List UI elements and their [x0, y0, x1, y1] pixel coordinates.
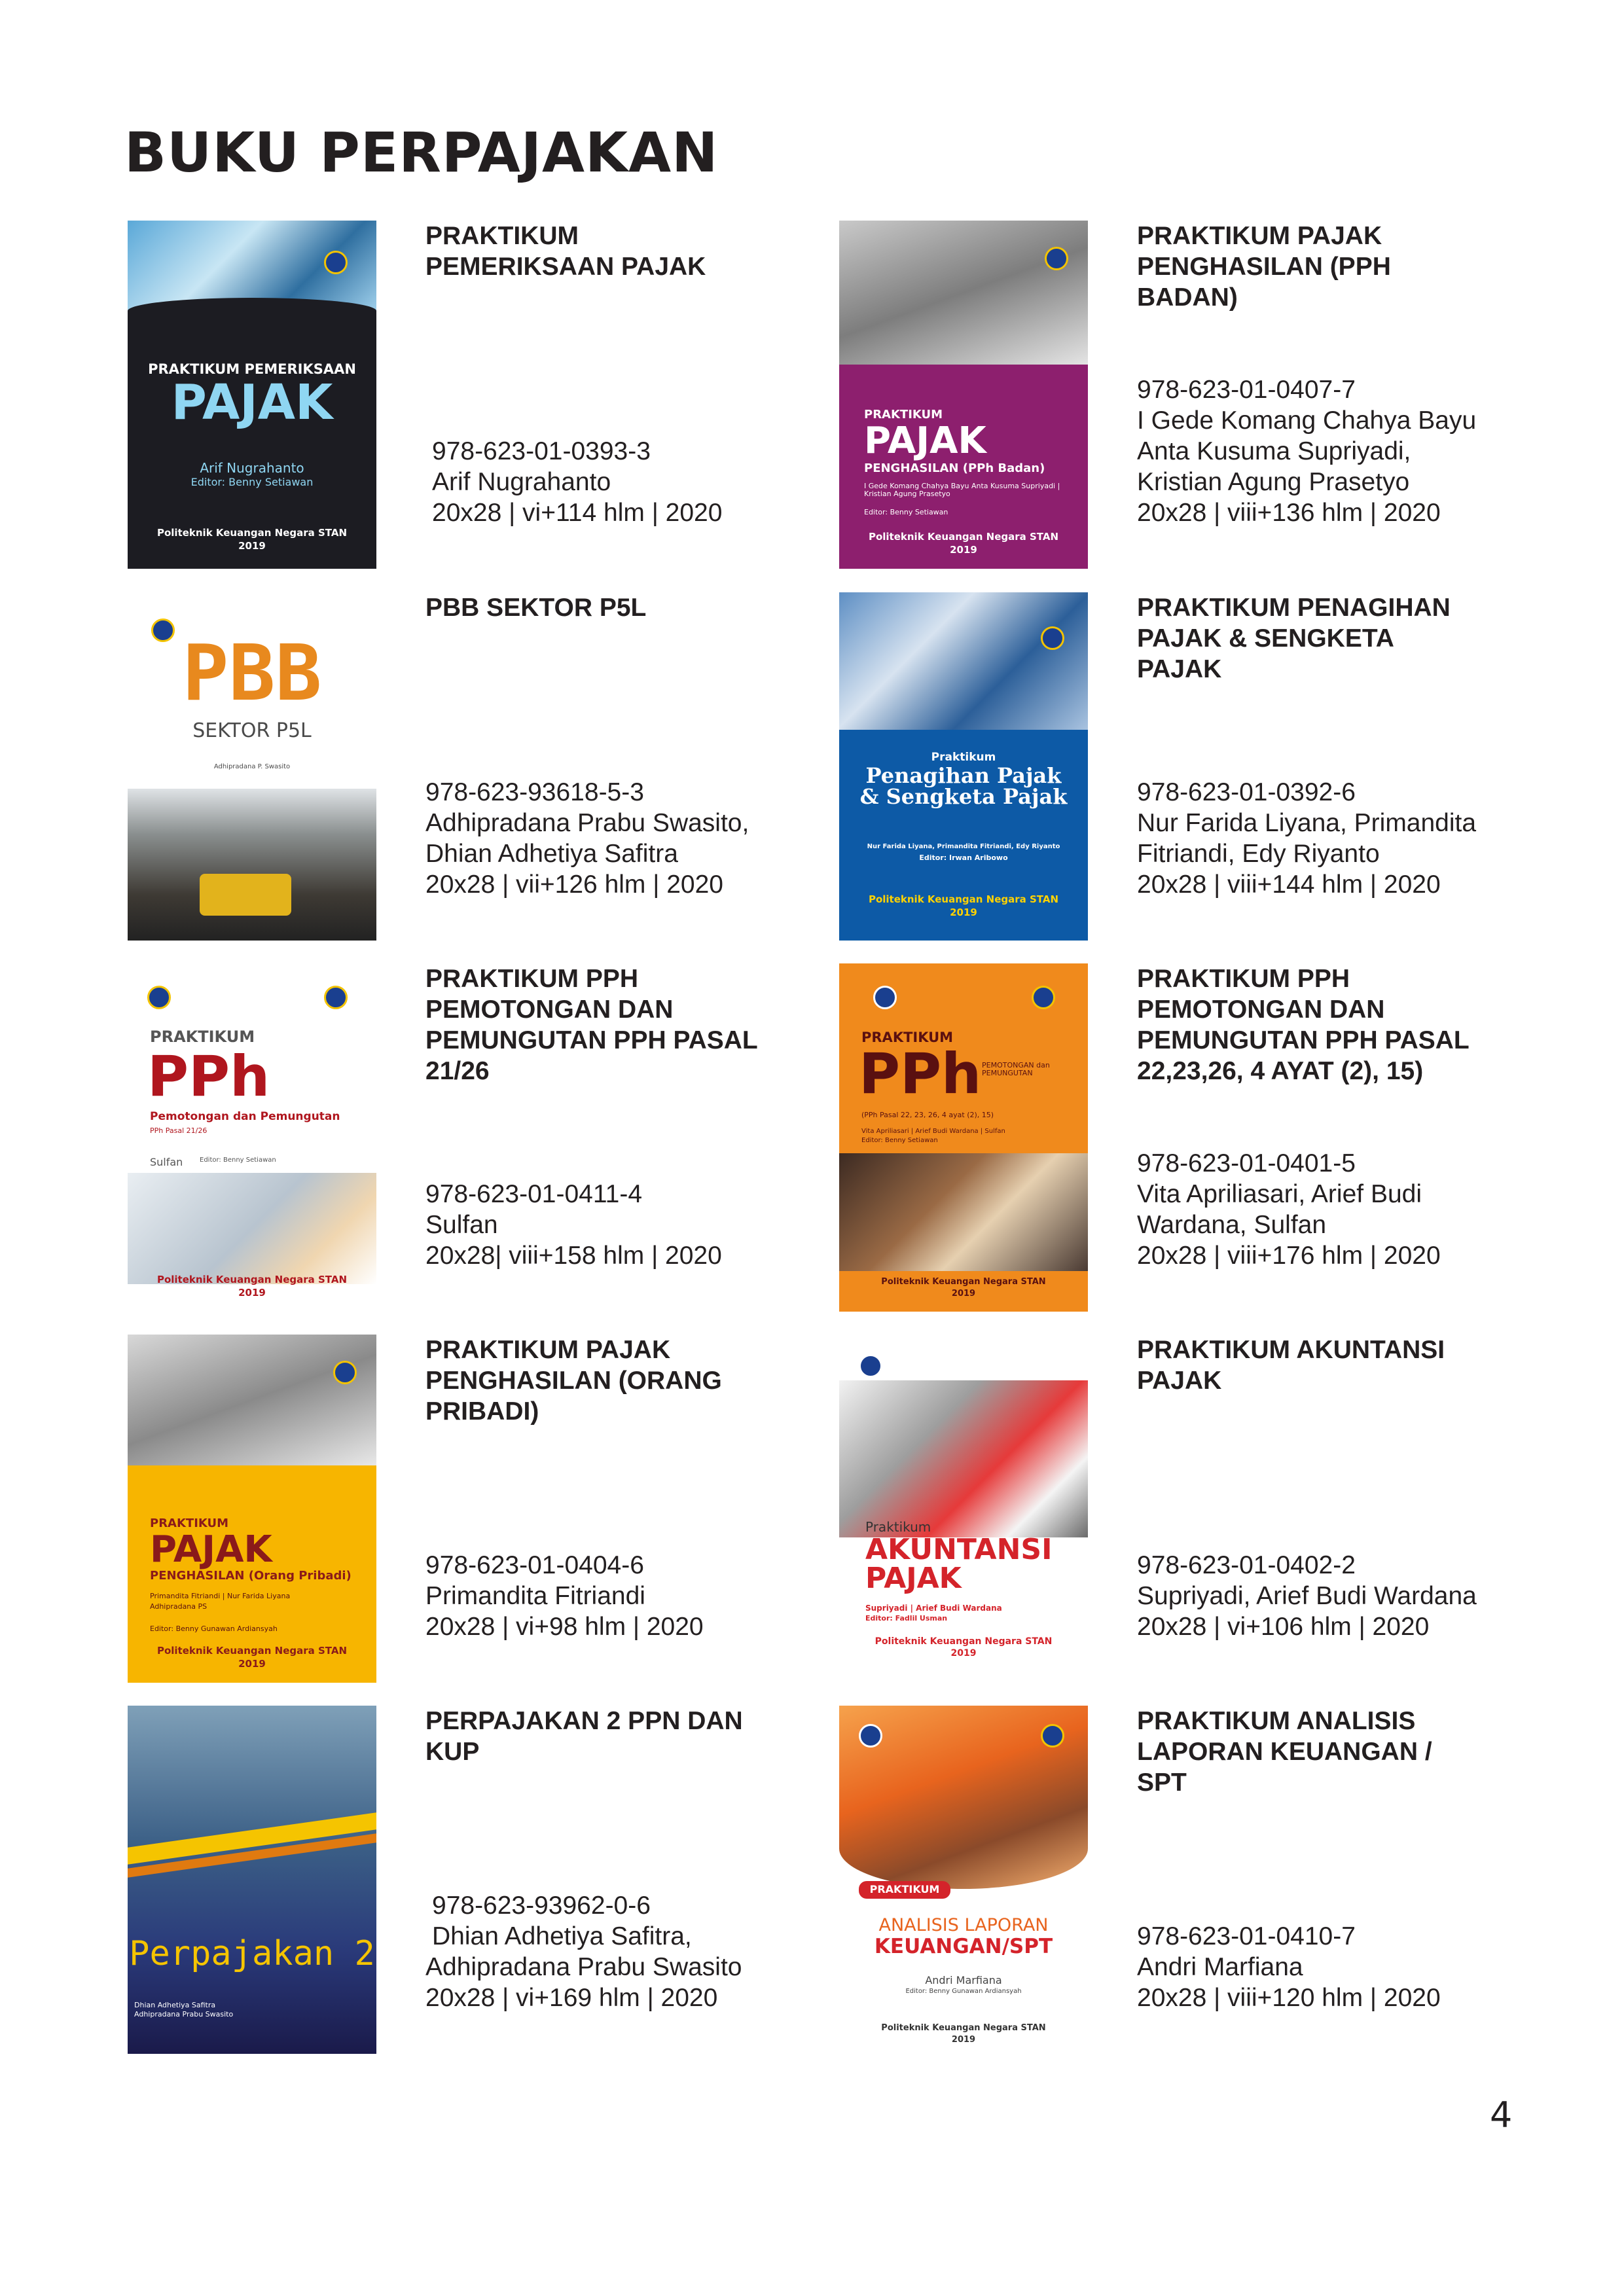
book-info — [425, 1335, 831, 1683]
cover-line: Editor: Benny Setiawan — [200, 1157, 276, 1164]
book-title-line: LAPORAN KEUANGAN / — [1137, 1738, 1432, 1766]
book-title-line: PBB SEKTOR P5L — [425, 594, 647, 622]
book-meta — [425, 1179, 722, 1271]
book-cover — [128, 221, 376, 569]
cover-line: PAJAK — [865, 1562, 962, 1595]
cover-photo — [839, 592, 1088, 730]
book-meta — [1137, 1550, 1477, 1642]
book-title-line: PEMERIKSAAN PAJAK — [425, 253, 706, 281]
book-author: Wardana, Sulfan — [1137, 1211, 1327, 1239]
book-specs: 20x28 | vi+169 hlm | 2020 — [425, 1984, 718, 2012]
book-info — [425, 221, 831, 569]
book-author: Sulfan — [425, 1211, 498, 1239]
cover-line: Politeknik Keuangan Negara STAN — [156, 1645, 348, 1657]
book-specs: 20x28| viii+158 hlm | 2020 — [425, 1242, 722, 1270]
book-title-line: PENGHASILAN (PPH — [1137, 253, 1391, 281]
cover-line: Editor: Benny Gunawan Ardiansyah — [150, 1624, 278, 1633]
institution-logo-icon — [873, 986, 897, 1009]
cover-line: 2019 — [238, 1287, 266, 1299]
book-title-line: PAJAK & SENGKETA — [1137, 624, 1394, 653]
book-title-line: PRAKTIKUM ANALISIS — [1137, 1707, 1416, 1735]
cover-line: Supriyadi | Arief Budi Wardana — [865, 1604, 1002, 1613]
cover-line: PRAKTIKUM — [150, 1516, 229, 1530]
book-isbn: 978-623-93618-5-3 — [425, 778, 644, 806]
cover-wave — [128, 298, 376, 324]
book-isbn: 978-623-01-0407-7 — [1137, 376, 1356, 404]
book-title-line: PRAKTIKUM — [425, 222, 579, 250]
book-title-line: PAJAK — [1137, 1367, 1222, 1395]
cover-line: Politeknik Keuangan Negara STAN — [156, 527, 348, 539]
institution-logo-icon — [1045, 247, 1068, 270]
cover-line: PAJAK — [171, 374, 333, 431]
institution-logo-icon — [324, 251, 348, 274]
cover-line: ANALISIS LAPORAN — [878, 1915, 1049, 1935]
book-specs: 20x28 | viii+144 hlm | 2020 — [1137, 870, 1441, 899]
cover-line: Arif Nugrahanto — [200, 460, 304, 476]
cover-line: Vita Apriliasari | Arief Budi Wardana | Sulfan — [861, 1128, 1005, 1135]
book-title — [1137, 1706, 1543, 1798]
book-title-line: PRAKTIKUM PENAGIHAN — [1137, 594, 1451, 622]
book-author: I Gede Komang Chahya Bayu — [1137, 406, 1477, 435]
cover-line: 2019 — [238, 540, 266, 552]
book-entry — [128, 1706, 840, 2059]
cover-line: Praktikum — [865, 1519, 931, 1535]
book-title-line: PENGHASILAN (ORANG — [425, 1367, 722, 1395]
book-title-line: PEMUNGUTAN PPH PASAL — [1137, 1026, 1470, 1054]
book-title-line: PEMOTONGAN DAN — [1137, 996, 1385, 1024]
book-meta — [432, 436, 722, 528]
book-entry — [839, 1335, 1551, 1688]
book-author: Fitriandi, Edy Riyanto — [1137, 840, 1380, 868]
page-title: BUKU PERPAJAKAN — [124, 120, 719, 185]
book-title-line: PEMUNGUTAN PPH PASAL — [425, 1026, 758, 1054]
book-specs: 20x28 | viii+176 hlm | 2020 — [1137, 1242, 1441, 1270]
book-meta — [425, 1890, 742, 2013]
book-title — [425, 1335, 831, 1427]
cover-line: Pemotongan dan Pemungutan — [150, 1110, 340, 1123]
book-title — [1137, 963, 1543, 1086]
book-specs: 20x28 | vii+126 hlm | 2020 — [425, 870, 723, 899]
book-title — [425, 1706, 831, 1767]
book-title-line: 22,23,26, 4 AYAT (2), 15) — [1137, 1057, 1424, 1085]
book-entry — [128, 221, 840, 574]
cover-line: Primandita Fitriandi | Nur Farida Liyana — [150, 1592, 291, 1600]
book-author: Nur Farida Liyana, Primandita — [1137, 809, 1477, 837]
cover-photo — [839, 1153, 1088, 1271]
book-cover — [128, 963, 376, 1312]
book-cover — [128, 1335, 376, 1683]
book-meta — [425, 1550, 704, 1642]
cover-line: Politeknik Keuangan Negara STAN — [868, 531, 1059, 543]
cover-line: AKUNTANSI — [865, 1533, 1053, 1566]
cover-photo — [128, 1173, 376, 1284]
book-meta — [1137, 777, 1476, 900]
cover-line: Sulfan — [150, 1156, 183, 1168]
cover-line: PENGHASILAN (PPh Badan) — [864, 461, 1045, 475]
institution-logo-icon — [1032, 986, 1055, 1009]
book-author: Dhian Adhetiya Safitra, — [432, 1922, 692, 1950]
book-cover — [839, 592, 1088, 941]
book-isbn: 978-623-01-0410-7 — [1137, 1922, 1356, 1950]
book-author: Anta Kusuma Supriyadi, — [1137, 437, 1411, 465]
book-info — [1137, 1335, 1543, 1683]
institution-logo-icon — [859, 1354, 882, 1378]
book-info — [1137, 221, 1543, 569]
book-author: Supriyadi, Arief Budi Wardana — [1137, 1582, 1477, 1610]
book-entry — [839, 221, 1551, 574]
cover-line: PRAKTIKUM — [864, 408, 943, 422]
institution-logo-icon — [324, 986, 348, 1009]
cover-line: Politeknik Keuangan Negara STAN — [881, 2023, 1046, 2033]
cover-line: 2019 — [951, 1289, 976, 1299]
book-entry — [839, 592, 1551, 946]
cover-line: Editor: Benny Gunawan Ardiansyah — [905, 1988, 1022, 1995]
cover-line: (PPh Pasal 22, 23, 26, 4 ayat (2), 15) — [861, 1111, 994, 1119]
cover-line: Editor: Irwan Aribowo — [919, 853, 1008, 862]
book-cover — [839, 1335, 1088, 1683]
book-specs: 20x28 | vi+114 hlm | 2020 — [432, 499, 723, 527]
cover-line: Editor: Benny Setiawan — [864, 508, 948, 516]
book-isbn: 978-623-01-0411-4 — [425, 1180, 643, 1208]
book-author: Adhipradana Prabu Swasito — [425, 1953, 742, 1981]
book-specs: 20x28 | viii+120 hlm | 2020 — [1137, 1984, 1441, 2012]
book-cover — [128, 1706, 376, 2054]
book-title-line: PRIBADI) — [425, 1397, 539, 1426]
book-author: Vita Apriliasari, Arief Budi — [1137, 1180, 1422, 1208]
book-author: Kristian Agung Prasetyo — [1137, 468, 1410, 496]
book-cover — [839, 1706, 1088, 2054]
book-meta — [1137, 1148, 1441, 1271]
book-entry — [128, 592, 840, 946]
book-title — [1137, 1335, 1543, 1396]
cover-line: SEKTOR P5L — [192, 719, 312, 742]
book-isbn: 978-623-93962-0-6 — [432, 1892, 651, 1920]
cover-line: 2019 — [950, 544, 977, 556]
page-number: 4 — [1490, 2094, 1513, 2136]
cover-line: KEUANGAN/SPT — [874, 1935, 1053, 1958]
cover-line: PPh Pasal 21/26 — [150, 1126, 208, 1135]
cover-line: 2019 — [950, 1648, 977, 1659]
book-info — [425, 592, 831, 941]
book-title-line: KUP — [425, 1738, 480, 1766]
book-author: Primandita Fitriandi — [425, 1582, 645, 1610]
cover-line: Politeknik Keuangan Negara STAN — [881, 1277, 1046, 1287]
cover-line: PPh — [859, 1041, 982, 1107]
cover-line: Andri Marfiana — [925, 1974, 1002, 1986]
book-title-line: PRAKTIKUM PAJAK — [425, 1336, 671, 1364]
cover-line: Adhipradana PS — [150, 1602, 208, 1611]
cover-line: Politeknik Keuangan Negara STAN — [156, 1274, 348, 1285]
book-title — [1137, 592, 1543, 685]
cover-line: PAJAK — [150, 1528, 272, 1571]
cover-line: PBB — [182, 628, 322, 718]
book-info — [1137, 1706, 1543, 2054]
cover-line: Penagihan Pajak — [865, 763, 1062, 788]
cover-line: Praktikum — [931, 751, 996, 764]
cover-line: 2019 — [951, 2035, 976, 2045]
cover-line: Adhipradana P. Swasito — [213, 763, 291, 770]
cover-line: 2019 — [238, 1658, 266, 1670]
institution-logo-icon — [147, 986, 171, 1009]
cover-line: PEMOTONGAN dan PEMUNGUTAN — [982, 1061, 1050, 1077]
book-author: Dhian Adhetiya Safitra — [425, 840, 678, 868]
book-isbn: 978-623-01-0402-2 — [1137, 1551, 1356, 1579]
book-author: Andri Marfiana — [1137, 1953, 1303, 1981]
book-author: Arif Nugrahanto — [432, 468, 611, 496]
cover-line: PRAKTIKUM — [150, 1028, 255, 1046]
cover-line: & Sengketa Pajak — [859, 784, 1068, 809]
cover-line: Editor: Benny Setiawan — [861, 1137, 938, 1144]
book-title-line: PEMOTONGAN DAN — [425, 996, 674, 1024]
institution-logo-icon — [859, 1724, 882, 1748]
book-title-line: PAJAK — [1137, 655, 1222, 683]
cover-line: Perpajakan 2 — [129, 1934, 375, 1973]
book-specs: 20x28 | vi+106 hlm | 2020 — [1137, 1613, 1430, 1641]
book-title — [1137, 221, 1543, 313]
cover-photo — [839, 1380, 1088, 1537]
cover-line: Politeknik Keuangan Negara STAN — [875, 1636, 1053, 1647]
book-entry — [128, 963, 840, 1317]
book-entry — [839, 963, 1551, 1317]
book-title — [425, 963, 831, 1086]
book-title-line: PRAKTIKUM PPH — [425, 965, 639, 993]
book-title-line: 21/26 — [425, 1057, 490, 1085]
book-title-line: PERPAJAKAN 2 PPN DAN — [425, 1707, 743, 1735]
book-meta — [425, 777, 749, 900]
book-isbn: 978-623-01-0392-6 — [1137, 778, 1356, 806]
cover-line: Editor: Fadlil Usman — [865, 1614, 948, 1623]
institution-logo-icon — [333, 1361, 357, 1384]
book-cover — [839, 963, 1088, 1312]
book-cover — [128, 592, 376, 941]
book-info — [1137, 592, 1543, 941]
cover-line: Nur Farida Liyana, Primandita Fitriandi, Edy Riyanto — [867, 843, 1060, 850]
cover-line: PPh — [147, 1044, 270, 1109]
book-isbn: 978-623-01-0401-5 — [1137, 1149, 1356, 1177]
cover-truck — [200, 874, 291, 916]
cover-photo — [128, 789, 376, 941]
book-info — [1137, 963, 1543, 1312]
book-title-line: PRAKTIKUM AKUNTANSI — [1137, 1336, 1445, 1364]
book-isbn: 978-623-01-0393-3 — [432, 437, 651, 465]
book-isbn: 978-623-01-0404-6 — [425, 1551, 644, 1579]
cover-line: Politeknik Keuangan Negara STAN — [868, 893, 1059, 905]
book-entry — [839, 1706, 1551, 2059]
cover-line: 2019 — [950, 906, 977, 918]
cover-line: PRAKTIKUM PEMERIKSAAN — [148, 361, 356, 377]
cover-line: PAJAK — [864, 420, 986, 462]
book-title — [425, 592, 831, 623]
book-info — [425, 963, 831, 1312]
cover-photo — [839, 221, 1088, 365]
book-info — [425, 1706, 831, 2054]
book-entry — [128, 1335, 840, 1688]
cover-line: Adhipradana Prabu Swasito — [134, 2010, 234, 2018]
cover-line: Editor: Benny Setiawan — [190, 476, 314, 488]
cover-line: PRAKTIKUM — [861, 1030, 954, 1045]
institution-logo-icon — [1041, 1724, 1064, 1748]
cover-line: Dhian Adhetiya Safitra — [134, 2001, 216, 2009]
book-specs: 20x28 | vi+98 hlm | 2020 — [425, 1613, 704, 1641]
cover-line: PENGHASILAN (Orang Pribadi) — [150, 1569, 352, 1583]
book-title-line: SPT — [1137, 1768, 1187, 1797]
book-title-line: PRAKTIKUM PAJAK — [1137, 222, 1382, 250]
book-title-line: PRAKTIKUM PPH — [1137, 965, 1350, 993]
institution-logo-icon — [1041, 626, 1064, 650]
book-meta — [1137, 1921, 1441, 2013]
book-specs: 20x28 | viii+136 hlm | 2020 — [1137, 499, 1441, 527]
cover-photo — [128, 1335, 376, 1465]
cover-line: I Gede Komang Chahya Bayu Anta Kusuma Supriyadi | Kristian Agung Prasetyo — [864, 482, 1060, 498]
book-title — [425, 221, 831, 282]
book-meta — [1137, 374, 1476, 528]
cover-line: PRAKTIKUM — [859, 1881, 950, 1899]
book-author: Adhipradana Prabu Swasito, — [425, 809, 749, 837]
book-cover — [839, 221, 1088, 569]
book-title-line: BADAN) — [1137, 283, 1238, 312]
